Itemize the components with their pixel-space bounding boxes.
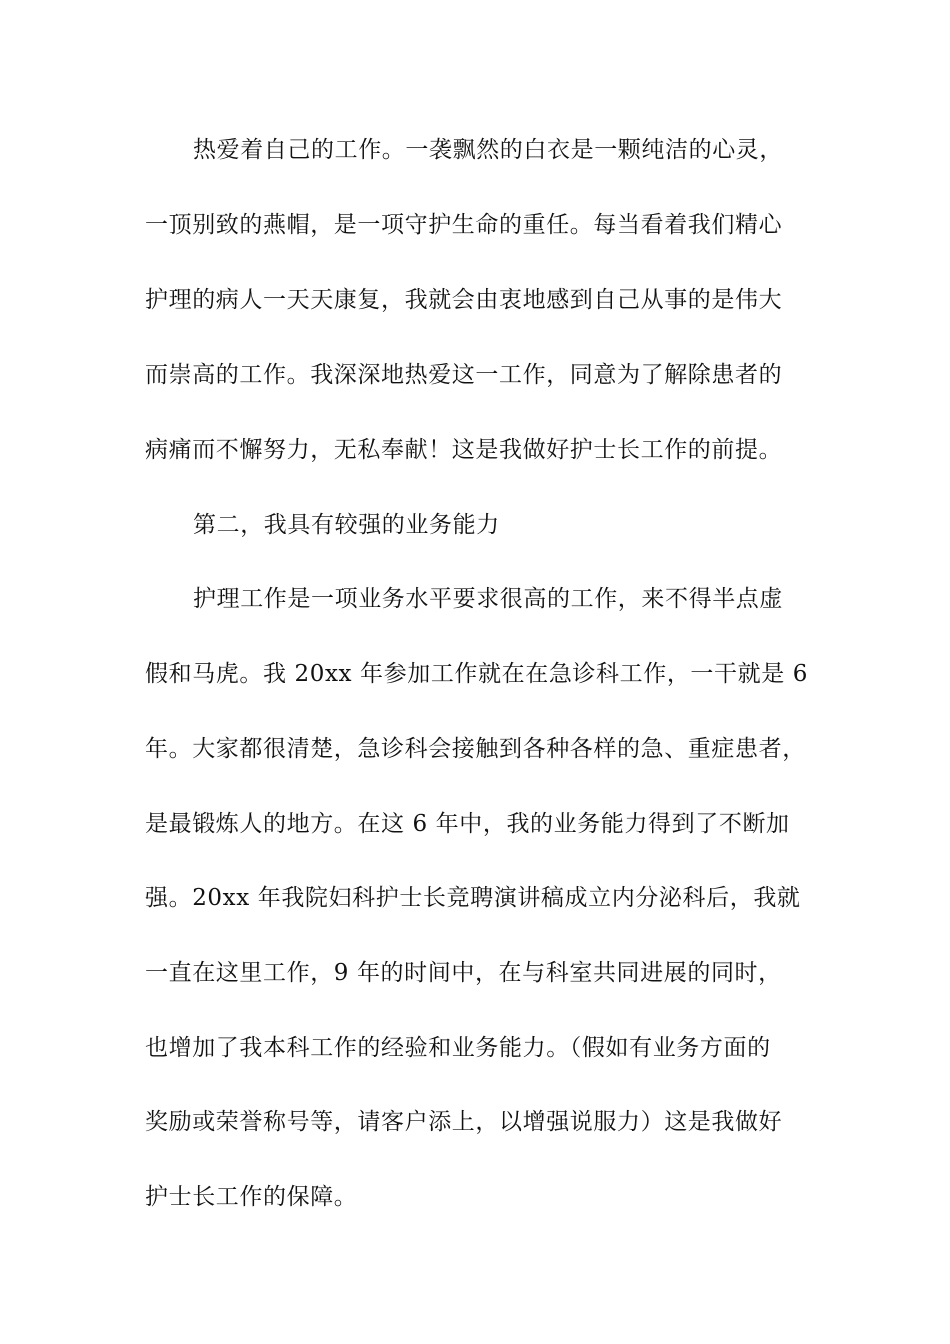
text-line: 护士长工作的保障。 [145, 1184, 358, 1210]
text-line: 护理工作是一项业务水平要求很高的工作，来不得半点虚 [193, 586, 783, 612]
text-line: 而崇高的工作。我深深地热爱这一工作，同意为了解除患者的 [145, 362, 783, 388]
text-line: 假和马虎。我 20xx 年参加工作就在在急诊科工作，一干就是 6 [145, 661, 808, 687]
text-line: 是最锻炼人的地方。在这 6 年中，我的业务能力得到了不断加 [145, 811, 790, 837]
text-line: 也增加了我本科工作的经验和业务能力。（假如有业务方面的 [145, 1035, 771, 1061]
text-line: 热爱着自己的工作。一袭飘然的白衣是一颗纯洁的心灵， [193, 137, 783, 163]
text-line: 护理的病人一天天康复，我就会由衷地感到自己从事的是伟大 [145, 287, 783, 313]
text-line: 强。20xx 年我院妇科护士长竞聘演讲稿成立内分泌科后，我就 [145, 885, 801, 911]
text-line: 年。大家都很清楚，急诊科会接触到各种各样的急、重症患者， [145, 736, 806, 762]
text-line: 奖励或荣誉称号等，请客户添上，以增强说服力）这是我做好 [145, 1109, 783, 1135]
text-line: 一顶别致的燕帽，是一项守护生命的重任。每当看着我们精心 [145, 212, 783, 238]
section-heading: 第二，我具有较强的业务能力 [193, 512, 500, 538]
text-line: 病痛而不懈努力，无私奉献！这是我做好护士长工作的前提。 [145, 437, 783, 463]
text-line: 一直在这里工作，9 年的时间中，在与科室共同进展的同时， [145, 960, 782, 986]
